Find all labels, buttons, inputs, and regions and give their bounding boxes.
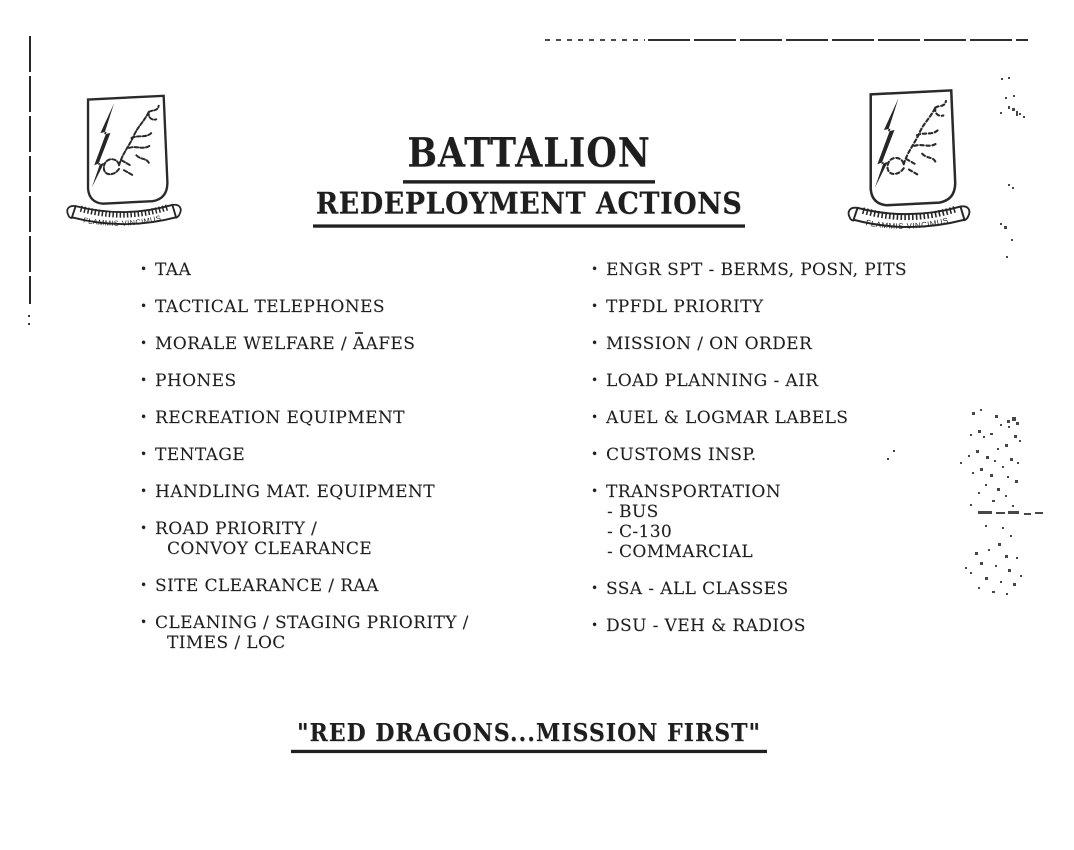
bullet-text: TACTICAL TELEPHONES xyxy=(155,297,385,317)
dragon-icon xyxy=(104,106,159,175)
bullet-icon: • xyxy=(140,299,148,313)
title-block xyxy=(279,130,779,224)
bullet-item xyxy=(140,297,548,317)
page-title: BATTALION xyxy=(403,130,654,184)
bullet-icon: • xyxy=(591,299,599,313)
bullet-text: TAA xyxy=(155,260,192,280)
bullet-text: AUEL & LOGMAR LABELS xyxy=(606,408,849,428)
bullet-text: RECREATION EQUIPMENT xyxy=(155,408,405,428)
bullet-text: ENGR SPT - BERMS, POSN, PITS xyxy=(606,260,907,280)
bullet-icon: • xyxy=(591,484,599,498)
bullet-item xyxy=(140,576,548,596)
bullet-text: SSA - ALL CLASSES xyxy=(606,579,789,599)
bullet-icon: • xyxy=(140,410,148,424)
page-subtitle: REDEPLOYMENT ACTIONS xyxy=(313,187,746,228)
bullet-icon: • xyxy=(140,373,148,387)
bullet-text: TRANSPORTATION xyxy=(606,482,782,502)
bullet-text: CLEANING / STAGING PRIORITY / xyxy=(155,613,469,633)
crest-icon xyxy=(62,90,186,238)
bullet-text: CONVOY CLEARANCE xyxy=(167,539,373,559)
bullet-text: HANDLING MAT. EQUIPMENT xyxy=(155,482,435,502)
scan-speck xyxy=(28,315,30,317)
bullet-item xyxy=(140,260,548,280)
bullet-text: DSU - VEH & RADIOS xyxy=(606,616,806,636)
bullet-icon: • xyxy=(140,578,148,592)
bullet-icon: • xyxy=(591,581,599,595)
bullet-item xyxy=(591,616,1031,636)
bullet-item xyxy=(140,371,548,391)
bullet-item xyxy=(140,519,548,559)
bullet-text: CUSTOMS INSP. xyxy=(606,445,757,465)
bullet-text: TPFDL PRIORITY xyxy=(606,297,764,317)
bullet-column-left xyxy=(140,260,548,670)
scan-dash-line xyxy=(545,39,645,41)
bullet-text: - C-130 xyxy=(607,522,673,542)
bullet-item xyxy=(140,482,548,502)
bullet-icon: • xyxy=(591,447,599,461)
bullet-text: SITE CLEARANCE / RAA xyxy=(155,576,379,596)
bullet-text: - BUS xyxy=(607,502,659,522)
bullet-icon: • xyxy=(591,618,599,632)
scan-noise xyxy=(940,55,1074,600)
crest-motto-text: FLAMMIS VINCIMUS xyxy=(864,215,950,231)
bullet-icon: • xyxy=(591,262,599,276)
bullet-icon: • xyxy=(140,615,148,629)
crest-motto-text: FLAMMIS VINCIMUS xyxy=(82,213,163,228)
shield-icon xyxy=(88,96,167,204)
slogan-text: "RED DRAGONS...MISSION FIRST" xyxy=(291,719,767,753)
bullet-text: LOAD PLANNING - AIR xyxy=(606,371,819,391)
bullet-icon: • xyxy=(591,336,599,350)
bullet-icon: • xyxy=(591,373,599,387)
bullet-icon: • xyxy=(140,447,148,461)
bullet-text: PHONES xyxy=(155,371,237,391)
motto-banner xyxy=(67,205,180,228)
bullet-icon: • xyxy=(140,262,148,276)
lightning-bolt-icon xyxy=(875,98,899,188)
dragon-icon xyxy=(888,101,946,175)
bullet-text: ROAD PRIORITY / xyxy=(155,519,318,539)
bullet-icon: • xyxy=(140,336,148,350)
scan-margin-line xyxy=(29,36,31,304)
unit-crest-left xyxy=(62,90,186,238)
bullet-item xyxy=(140,334,548,354)
bullet-text: TIMES / LOC xyxy=(167,633,286,653)
bullet-icon: • xyxy=(140,521,148,535)
bullet-icon: • xyxy=(591,410,599,424)
bullet-text: MISSION / ON ORDER xyxy=(606,334,813,354)
bullet-text: TENTAGE xyxy=(155,445,246,465)
bullet-text: MORALE WELFARE / AAFES xyxy=(155,334,416,354)
slogan-block xyxy=(259,719,799,750)
bullet-icon: • xyxy=(140,484,148,498)
bullet-item xyxy=(140,445,548,465)
bullet-item xyxy=(140,613,548,653)
lightning-bolt-icon xyxy=(92,103,114,187)
bullet-item xyxy=(140,408,548,428)
bullet-text: - COMMARCIAL xyxy=(607,542,754,562)
scan-dash-line xyxy=(648,39,1028,41)
